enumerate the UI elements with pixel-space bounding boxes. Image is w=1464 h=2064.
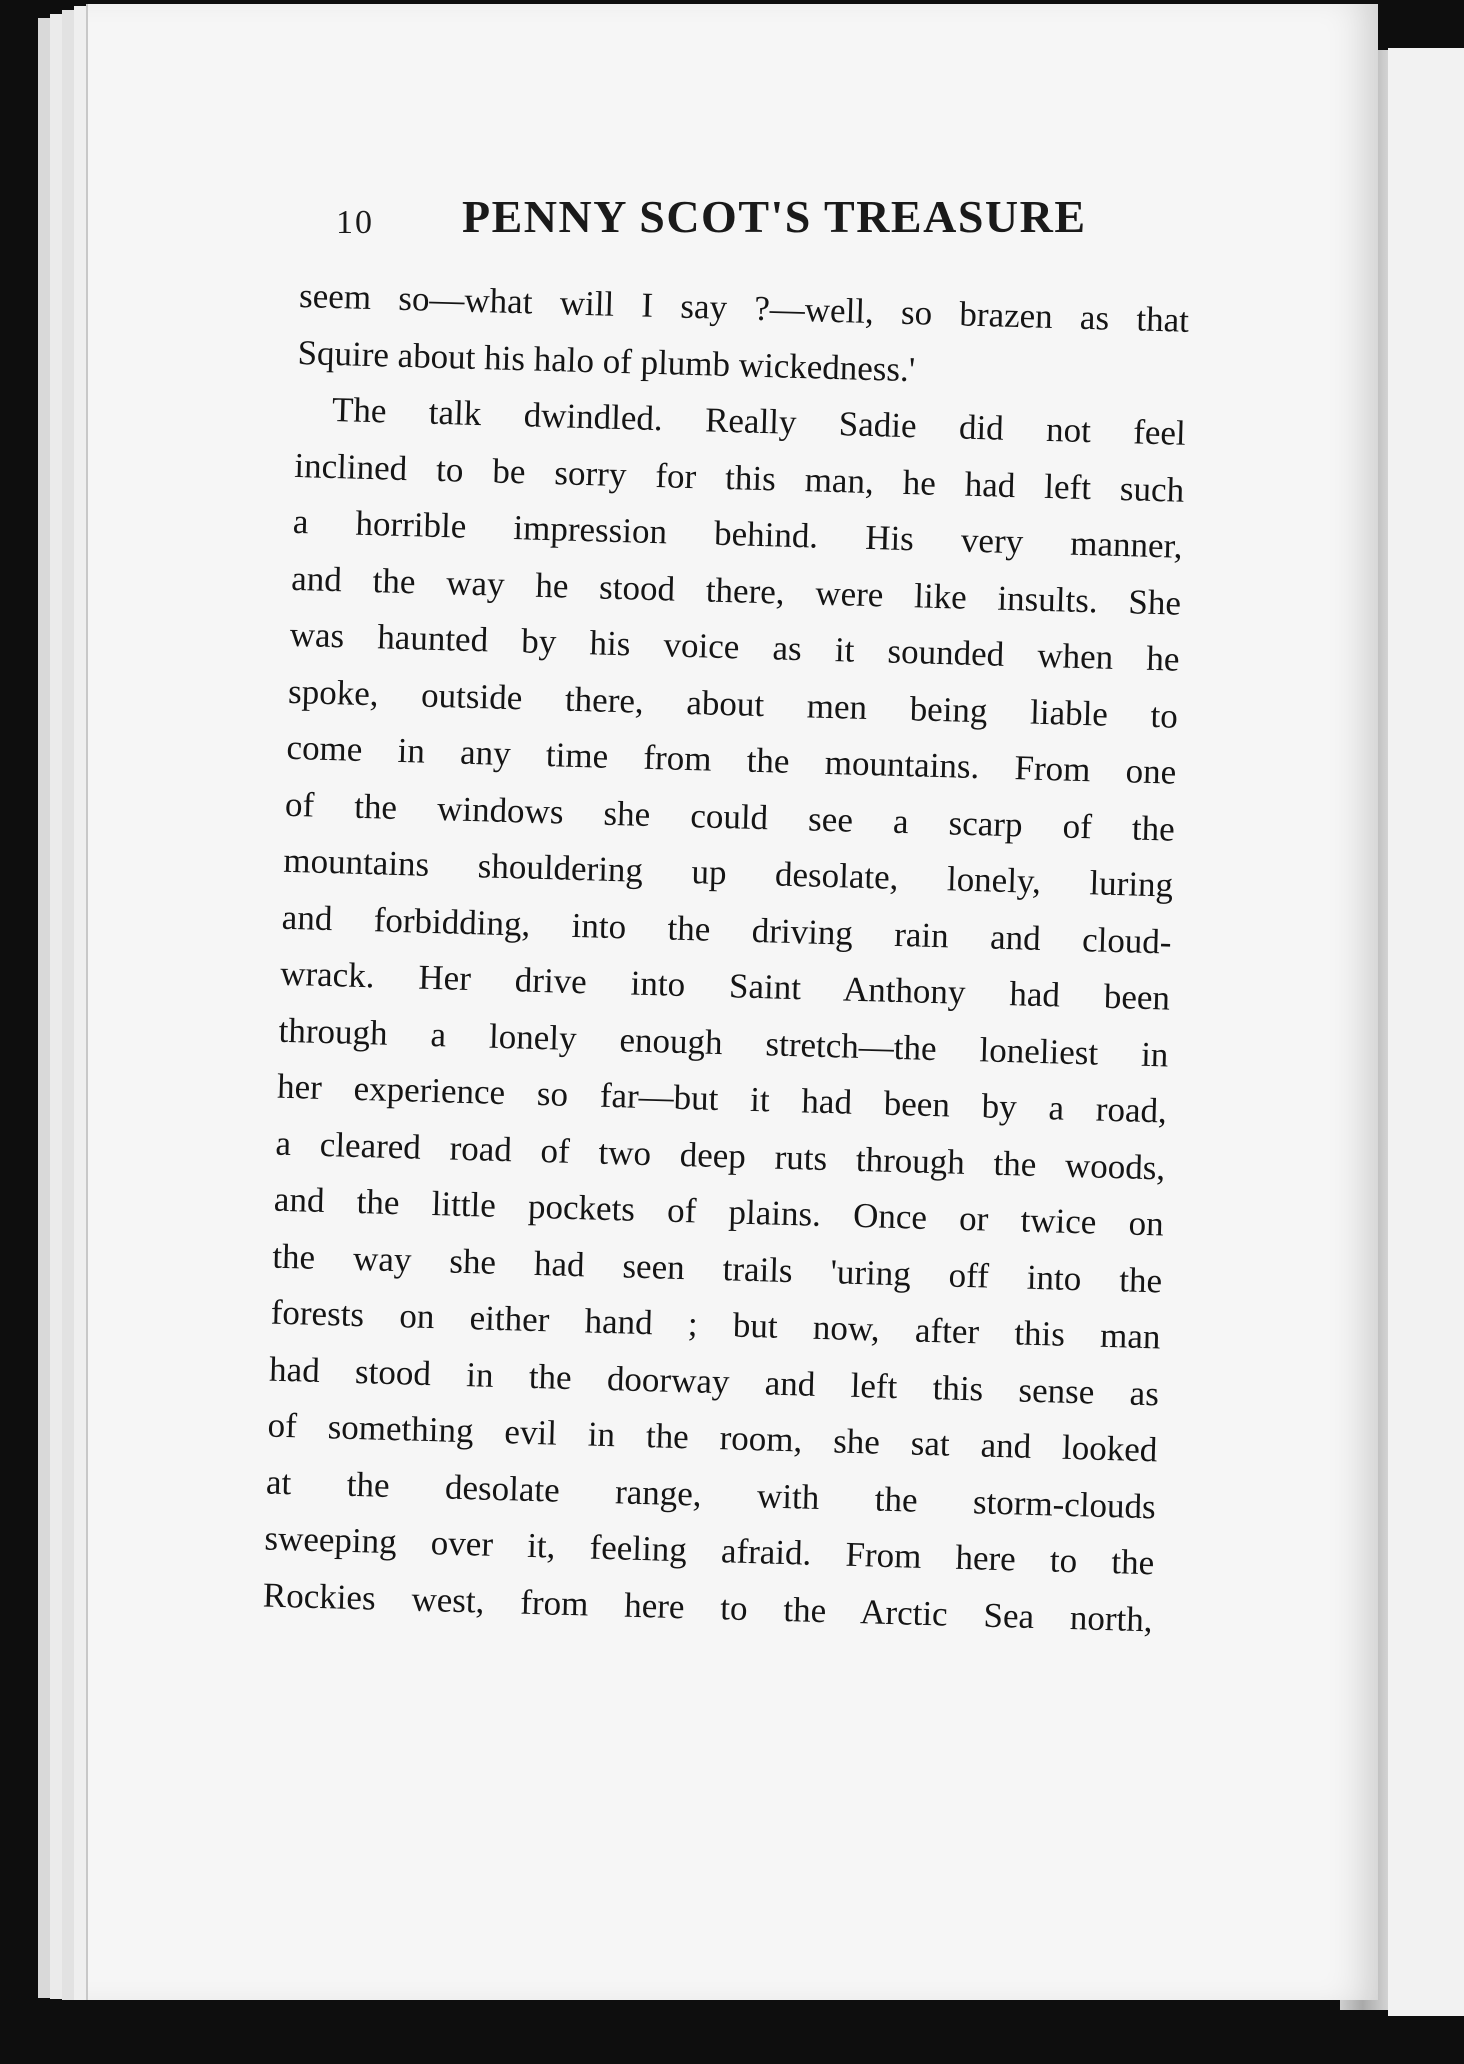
text-line: her experience so far—but it had been by a road,	[276, 1066, 1168, 1131]
text-line: the way she had seen trails 'uring off into the	[271, 1236, 1163, 1300]
text-line: and the little pockets of plains. Once or twice on	[273, 1179, 1165, 1244]
text-line: sweeping over it, feeling afraid. From here to the	[263, 1518, 1155, 1583]
text-line: forests on either hand ; but now, after this man	[270, 1292, 1162, 1357]
text-line: through a lonely enough stretch—the loneliest in	[278, 1010, 1169, 1075]
text-line: inclined to be sorry for this man, he had left such	[293, 445, 1185, 510]
text-line: had stood in the doorway and left this sense as	[268, 1349, 1160, 1413]
page-number: 10	[336, 204, 374, 241]
text-line: wrack. Her drive into Saint Anthony had been	[279, 953, 1171, 1018]
body-text	[262, 268, 1190, 1648]
text-line: The talk dwindled. Really Sadie did not feel	[331, 389, 1187, 453]
text-line: mountains shouldering up desolate, lonely, luring	[282, 840, 1174, 905]
text-line: seem so—what will I say ?—well, so brazen as that	[298, 275, 1190, 340]
text-line: at the desolate range, with the storm-clouds	[265, 1462, 1157, 1526]
text-line: Squire about his halo of plumb wickedness.'	[297, 332, 916, 389]
text-line: spoke, outside there, about men being liable to	[287, 671, 1179, 736]
text-line: a cleared road of two deep ruts through the woods,	[275, 1123, 1166, 1188]
text-line: was haunted by his voice as it sounded when he	[289, 614, 1180, 679]
text-line: and the way he stood there, were like insults. She	[290, 558, 1182, 623]
text-line: a horrible impression behind. His very manner,	[292, 501, 1184, 566]
text-line: Rockies west, from here to the Arctic Sea north,	[262, 1574, 1154, 1639]
text-line: of something evil in the room, she sat and looked	[267, 1405, 1158, 1470]
text-line: of the windows she could see a scarp of the	[284, 784, 1176, 849]
facing-page-edge	[1388, 48, 1464, 2016]
running-head: PENNY SCOT'S TREASURE	[462, 191, 1087, 242]
text-line: and forbidding, into the driving rain and cloud-	[281, 897, 1173, 962]
text-line: come in any time from the mountains. From one	[286, 727, 1177, 792]
